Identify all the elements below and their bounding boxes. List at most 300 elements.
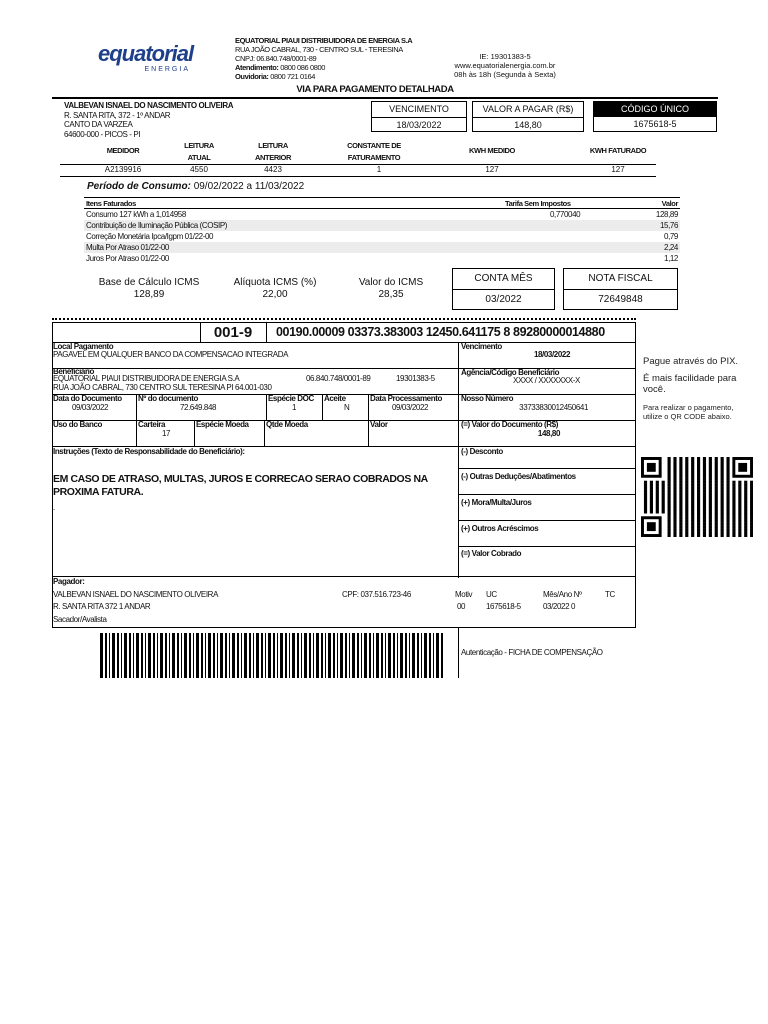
qr-module — [685, 531, 688, 534]
qr-module — [685, 481, 688, 484]
valor-pagar-label: VALOR A PAGAR (R$) — [473, 102, 583, 118]
qr-module — [673, 504, 676, 507]
barcode-bar — [337, 633, 338, 678]
qr-module — [715, 534, 718, 537]
qr-module — [679, 496, 682, 499]
icms-valor-label: Valor do ICMS — [358, 277, 424, 288]
barcode-bar — [232, 633, 235, 678]
qr-module — [738, 528, 741, 531]
qr-module — [697, 466, 700, 469]
qr-module — [691, 484, 694, 487]
qr-module — [685, 504, 688, 507]
qr-module — [668, 490, 671, 493]
qr-module — [732, 510, 735, 513]
boleto-rule — [52, 342, 636, 343]
meter-header-leitura-anterior: LEITURA ANTERIOR — [255, 141, 291, 162]
qr-module — [721, 531, 724, 534]
item-valor: 128,89 — [655, 210, 678, 219]
meter-leitura-atual: 4550 — [190, 165, 208, 174]
qr-module — [703, 501, 706, 504]
qr-module — [721, 466, 724, 469]
qr-module — [662, 504, 665, 507]
qr-module — [715, 478, 718, 481]
qr-module — [726, 510, 729, 513]
barcode-bar — [165, 633, 167, 678]
barcode-bar — [289, 633, 290, 678]
qr-module — [703, 504, 706, 507]
qr-module — [750, 513, 753, 516]
beneficiario-ie: 19301383-5 — [396, 374, 435, 383]
qr-module — [668, 460, 671, 463]
cobrado-label: (=) Valor Cobrado — [461, 549, 522, 558]
qr-module — [656, 481, 659, 484]
qr-module — [744, 496, 747, 499]
qr-module — [721, 528, 724, 531]
pix-info — [643, 356, 753, 421]
qr-module — [697, 481, 700, 484]
beneficiario-name: EQUATORIAL PIAUI DISTRIBUIDORA DE ENERGIA S.A — [53, 374, 240, 383]
beneficiario-label: Beneficiário — [53, 367, 94, 376]
qr-module — [656, 510, 659, 513]
mesano-label: Mês/Ano Nº — [543, 590, 582, 599]
meter-header-leitura-atual: LEITURA ATUAL — [184, 141, 214, 162]
especie-doc-label: Espécie DOC — [268, 394, 314, 403]
qr-module — [673, 516, 676, 519]
qr-module — [697, 504, 700, 507]
qr-module — [679, 478, 682, 481]
barcode-bar — [105, 633, 107, 678]
icms-aliquota-label: Alíquota ICMS (%) — [233, 277, 317, 288]
barcode-bar — [172, 633, 175, 678]
qr-module — [691, 507, 694, 510]
qr-module — [703, 493, 706, 496]
qr-module — [726, 460, 729, 463]
qr-module — [709, 490, 712, 493]
qr-module — [726, 504, 729, 507]
qr-module — [732, 498, 735, 501]
uso-banco-label: Uso do Banco — [53, 420, 102, 429]
qr-module — [726, 507, 729, 510]
qr-module — [668, 457, 671, 460]
barcode-bar — [177, 633, 179, 678]
barcode-bar — [184, 633, 187, 678]
qr-module — [750, 525, 753, 528]
qr-module — [656, 501, 659, 504]
qr-module — [703, 472, 706, 475]
customer-block — [64, 101, 294, 139]
qr-module — [726, 528, 729, 531]
qr-module — [738, 504, 741, 507]
barcode-bar — [277, 633, 278, 678]
qr-module — [697, 498, 700, 501]
item-valor: 2,24 — [664, 243, 678, 252]
logo-text: equatorial — [98, 41, 194, 66]
qr-module — [685, 463, 688, 466]
instrucoes-label: Instruções (Texto de Responsabilidade do Beneficiário): — [53, 447, 245, 456]
boleto-divider — [264, 420, 265, 446]
agencia-value: XXXX / XXXXXXX-X — [513, 376, 580, 385]
qr-module — [744, 507, 747, 510]
qr-module — [673, 472, 676, 475]
qr-module — [744, 498, 747, 501]
qr-module — [697, 484, 700, 487]
qr-module — [644, 510, 647, 513]
motiv-value: 00 — [457, 602, 466, 611]
company-site[interactable]: www.equatorialenergia.com.br — [454, 61, 556, 70]
qr-module — [679, 457, 682, 460]
barcode-bar — [433, 633, 434, 678]
qr-module — [650, 496, 653, 499]
qr-module — [721, 457, 724, 460]
qr-module — [650, 481, 653, 484]
qr-module — [726, 463, 729, 466]
barcode-bar — [261, 633, 263, 678]
qr-module — [656, 487, 659, 490]
aceite-label: Aceite — [324, 394, 346, 403]
item-desc: Contribuição de Iluminação Pública (COSIP) — [86, 221, 228, 230]
vencimento-value: 18/03/2022 — [396, 120, 442, 130]
num-doc-label: Nº do documento — [138, 394, 199, 403]
barcode-bar — [256, 633, 259, 678]
qr-module — [644, 493, 647, 496]
company-address: RUA JOÃO CABRAL, 730 - CENTRO SUL - TERESINA — [235, 45, 403, 54]
qr-module — [750, 531, 753, 534]
periodo-consumo: Período de Consumo: 09/02/2022 a 11/03/2022 — [87, 181, 305, 192]
qr-module — [738, 534, 741, 537]
qr-module — [703, 478, 706, 481]
barcode-bar — [309, 633, 311, 678]
qr-module — [750, 510, 753, 513]
valor-pagar-value: 148,80 — [514, 120, 542, 130]
acrescimos-label: (+) Outros Acréscimos — [461, 524, 539, 533]
qr-module — [703, 466, 706, 469]
qr-module — [685, 528, 688, 531]
barcode-bar — [409, 633, 410, 678]
qr-module — [673, 519, 676, 522]
linha-digitavel[interactable]: 00190.00009 03373.383003 12450.641175 8 89280000014880 — [276, 325, 605, 339]
qr-module — [697, 469, 700, 472]
qr-module — [721, 472, 724, 475]
barcode-bar — [160, 633, 163, 678]
barcode-bar — [229, 633, 230, 678]
valor-doc-value: 148,80 — [537, 429, 560, 438]
deducoes-label: (-) Outras Deduções/Abatimentos — [461, 472, 576, 481]
qr-module — [644, 507, 647, 510]
qr-module — [703, 496, 706, 499]
qr-module — [709, 487, 712, 490]
data-proc-label: Data Processamento — [370, 394, 442, 403]
qr-module — [721, 460, 724, 463]
qr-module — [668, 510, 671, 513]
pix-qr-code[interactable] — [641, 457, 753, 537]
items-header: Itens Faturados — [86, 199, 136, 208]
qr-module — [679, 487, 682, 490]
qr-module — [709, 466, 712, 469]
qr-module — [673, 487, 676, 490]
barcode-bar — [117, 633, 119, 678]
page-title: VIA PARA PAGAMENTO DETALHADA — [296, 84, 454, 95]
qr-module — [703, 457, 706, 460]
meter-kwh-medido: 127 — [485, 165, 499, 174]
qr-module — [668, 513, 671, 516]
qr-module — [721, 501, 724, 504]
qr-module — [715, 519, 718, 522]
barcode-bar — [345, 633, 347, 678]
qr-module — [744, 510, 747, 513]
qr-module — [703, 475, 706, 478]
qr-module — [721, 493, 724, 496]
icms-aliquota-value: 22,00 — [262, 289, 288, 300]
qr-module — [750, 519, 753, 522]
qr-module — [709, 501, 712, 504]
qr-module — [703, 460, 706, 463]
nosso-numero-value: 33733830012450641 — [519, 403, 588, 412]
barcode-bar — [357, 633, 359, 678]
qr-module — [691, 501, 694, 504]
barcode-bar — [364, 633, 367, 678]
barcode-bar — [253, 633, 254, 678]
qr-module — [685, 469, 688, 472]
qr-module — [697, 463, 700, 466]
instrucoes-text: EM CASO DE ATRASO, MULTAS, JUROS E CORRECAO SERAO COBRADOS NA PROXIMA FATURA. — [53, 473, 428, 498]
customer-address2: CANTO DA VARZEA — [64, 120, 133, 129]
qr-module — [703, 528, 706, 531]
local-label: Local Pagamento — [53, 342, 114, 351]
qr-module — [685, 487, 688, 490]
qr-module — [679, 475, 682, 478]
barcode-bar — [304, 633, 307, 678]
barcode-bar — [301, 633, 302, 678]
qr-module — [703, 522, 706, 525]
icms-aliquota — [215, 277, 335, 301]
qr-module — [673, 501, 676, 504]
qr-module — [685, 466, 688, 469]
barcode-bar — [376, 633, 379, 678]
qr-module — [673, 490, 676, 493]
qr-module — [732, 501, 735, 504]
qr-module — [709, 519, 712, 522]
icms-base-value: 128,89 — [133, 289, 165, 300]
qr-module — [662, 487, 665, 490]
barcode-bar — [133, 633, 134, 678]
qr-module — [721, 490, 724, 493]
qr-module — [715, 504, 718, 507]
barcode-bar — [340, 633, 343, 678]
nota-fiscal-box — [563, 268, 678, 310]
qr-finder — [647, 522, 656, 531]
qr-module — [697, 460, 700, 463]
qr-module — [738, 498, 741, 501]
barcode-bar — [316, 633, 319, 678]
item-tarifa: 0,770040 — [550, 210, 581, 219]
qr-module — [744, 501, 747, 504]
qr-module — [697, 475, 700, 478]
barcode-bar — [145, 633, 146, 678]
qr-module — [726, 501, 729, 504]
qr-module — [744, 490, 747, 493]
qr-module — [750, 496, 753, 499]
conta-mes-value: 03/2022 — [485, 294, 522, 305]
qr-module — [709, 484, 712, 487]
qr-module — [738, 496, 741, 499]
meter-header-kwh-faturado: KWH FATURADO — [589, 146, 647, 155]
qr-module — [668, 531, 671, 534]
cut-line — [52, 318, 636, 320]
carteira-value: 17 — [162, 429, 171, 438]
motiv-label: Motiv — [455, 590, 473, 599]
qr-module — [732, 507, 735, 510]
desconto-label: (-) Desconto — [461, 447, 503, 456]
company-contact — [440, 52, 570, 79]
barcode-bar — [285, 633, 287, 678]
barcode-bar — [400, 633, 403, 678]
autenticacao-label: Autenticação - FICHA DE COMPENSAÇÃO — [461, 648, 603, 657]
barcode-bar — [424, 633, 427, 678]
qr-module — [685, 478, 688, 481]
qr-module — [726, 522, 729, 525]
qr-module — [691, 531, 694, 534]
qr-module — [726, 466, 729, 469]
qr-module — [726, 493, 729, 496]
qr-module — [685, 522, 688, 525]
barcode-bar — [129, 633, 131, 678]
bank-code: 001-9 — [213, 324, 253, 341]
qr-module — [750, 507, 753, 510]
qr-module — [650, 498, 653, 501]
barcode-bar — [352, 633, 355, 678]
qr-module — [691, 513, 694, 516]
qr-module — [650, 507, 653, 510]
item-desc: Consumo 127 kWh a 1,014958 — [86, 210, 186, 219]
qr-module — [709, 504, 712, 507]
num-doc-value: 72.649.848 — [180, 403, 217, 412]
qr-module — [750, 487, 753, 490]
qr-module — [750, 498, 753, 501]
qr-module — [691, 460, 694, 463]
qr-module — [691, 493, 694, 496]
company-name: EQUATORIAL PIAUI DISTRIBUIDORA DE ENERGIA S.A — [235, 36, 413, 45]
qr-module — [738, 484, 741, 487]
qr-module — [650, 484, 653, 487]
qr-module — [738, 481, 741, 484]
barcode-bar — [436, 633, 439, 678]
qr-module — [668, 501, 671, 504]
qr-module — [656, 493, 659, 496]
qr-module — [703, 510, 706, 513]
data-doc-label: Data do Documento — [53, 394, 122, 403]
qr-module — [668, 519, 671, 522]
qr-module — [679, 519, 682, 522]
qr-module — [697, 525, 700, 528]
sacador-label: Sacador/Avalista — [53, 615, 107, 624]
barcode-bar — [313, 633, 314, 678]
qr-finder — [647, 463, 656, 472]
qr-module — [691, 525, 694, 528]
qr-module — [679, 510, 682, 513]
title-rule — [52, 97, 718, 99]
qr-module — [744, 487, 747, 490]
uc-label: UC — [486, 590, 497, 599]
qr-module — [691, 457, 694, 460]
local-value: PAGAVEL EM QUALQUER BANCO DA COMPENSACAO INTEGRADA — [53, 350, 289, 359]
item-valor: 0,79 — [664, 232, 678, 241]
qr-module — [715, 516, 718, 519]
agencia-label: Agência/Código Beneficiário — [461, 368, 560, 377]
qr-module — [709, 481, 712, 484]
qr-module — [715, 472, 718, 475]
qr-module — [750, 481, 753, 484]
qr-module — [726, 534, 729, 537]
icms-base — [84, 277, 214, 301]
nosso-numero-label: Nosso Número — [461, 394, 514, 403]
qr-module — [668, 525, 671, 528]
qr-module — [662, 496, 665, 499]
valor-label: Valor — [370, 420, 388, 429]
qr-module — [744, 516, 747, 519]
barcode[interactable] — [100, 633, 445, 678]
mesano-value: 03/2022 0 — [543, 602, 575, 611]
qr-module — [691, 475, 694, 478]
barcode-bar — [429, 633, 431, 678]
boleto-rule — [458, 546, 636, 547]
boleto-right-divider — [458, 342, 459, 578]
qr-module — [750, 493, 753, 496]
meter-header-kwh-medido: KWH MEDIDO — [469, 146, 515, 155]
qr-module — [732, 487, 735, 490]
qr-module — [726, 531, 729, 534]
qr-module — [697, 507, 700, 510]
qr-module — [673, 510, 676, 513]
qr-module — [732, 493, 735, 496]
qr-module — [691, 522, 694, 525]
qr-module — [715, 484, 718, 487]
qr-module — [703, 469, 706, 472]
qr-module — [715, 507, 718, 510]
barcode-bar — [169, 633, 170, 678]
icms-valor — [336, 277, 446, 301]
qr-module — [726, 457, 729, 460]
qr-module — [750, 484, 753, 487]
qr-module — [644, 487, 647, 490]
qr-module — [673, 493, 676, 496]
qr-module — [715, 498, 718, 501]
qr-module — [685, 516, 688, 519]
qr-module — [679, 501, 682, 504]
qr-module — [691, 478, 694, 481]
qr-module — [697, 510, 700, 513]
qr-module — [721, 513, 724, 516]
qr-module — [668, 534, 671, 537]
qr-module — [726, 472, 729, 475]
qr-module — [709, 507, 712, 510]
barcode-bar — [405, 633, 407, 678]
qr-module — [691, 481, 694, 484]
barcode-bar — [220, 633, 223, 678]
meter-rule-bottom — [60, 176, 656, 177]
barcode-bar — [268, 633, 271, 678]
qr-module — [691, 534, 694, 537]
qr-module — [691, 472, 694, 475]
qr-module — [673, 481, 676, 484]
barcode-bar — [388, 633, 391, 678]
qr-module — [732, 525, 735, 528]
qr-module — [697, 457, 700, 460]
qr-module — [650, 493, 653, 496]
qr-module — [726, 481, 729, 484]
qr-module — [721, 534, 724, 537]
qr-module — [709, 469, 712, 472]
qtde-moeda-label: Qtde Moeda — [266, 420, 308, 429]
